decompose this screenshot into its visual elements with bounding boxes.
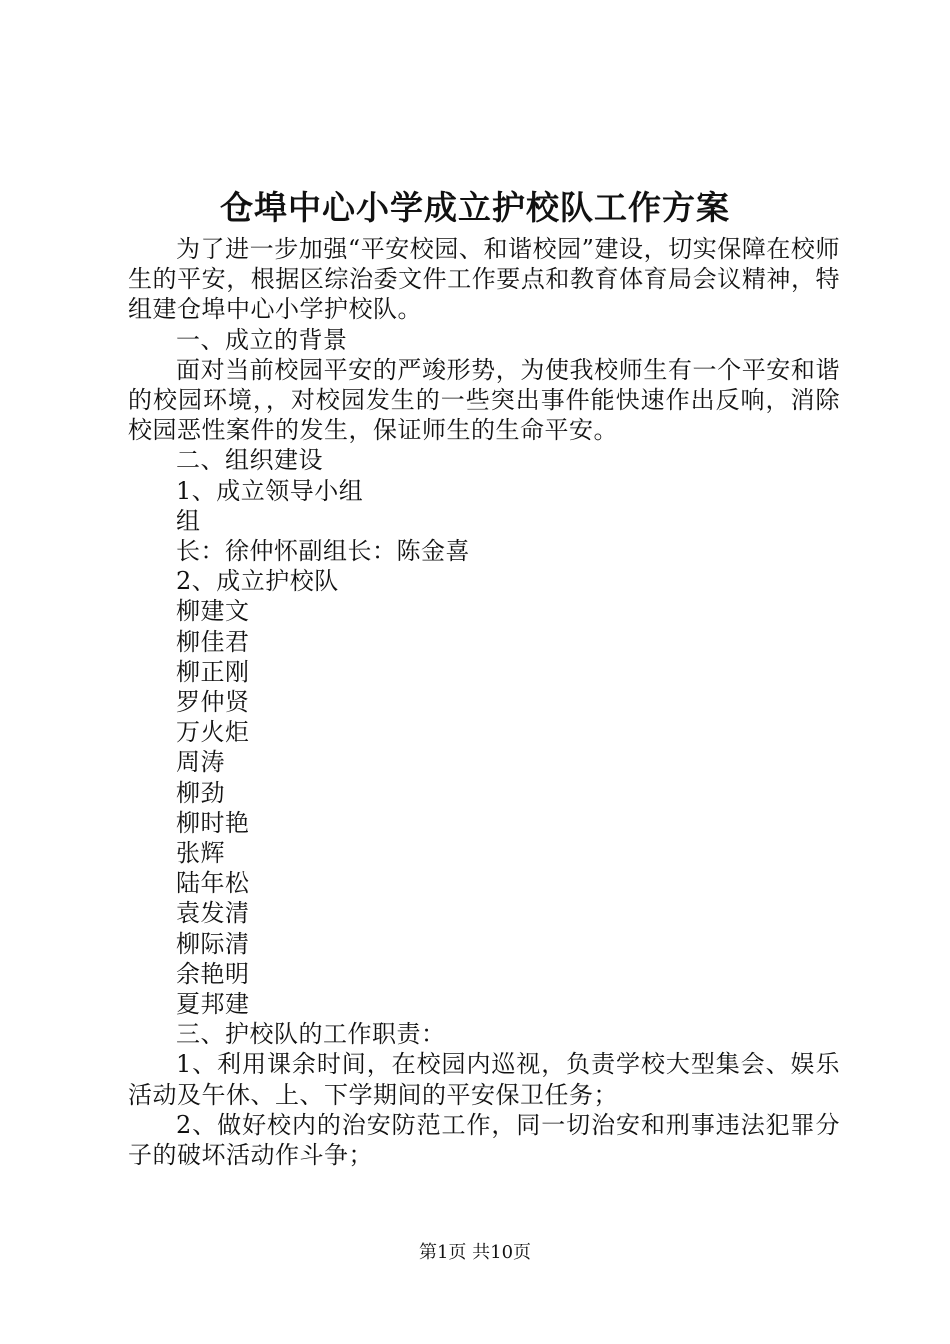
section1-paragraph: 面对当前校园平安的严竣形势，为使我校师生有一个平安和谐的校园环境，，对校园发生的一些突出事件能快速作出反响，消除校园恶性案件的发生，保证师生的生命平安。 <box>128 355 840 445</box>
member-name: 袁发清 <box>176 899 250 928</box>
leader-line-1: 组 <box>176 506 201 535</box>
member-name: 余艳明 <box>176 959 250 988</box>
leadership-group-heading: 1、成立领导小组 <box>176 476 364 505</box>
patrol-team-heading: 2、成立护校队 <box>176 567 339 596</box>
document-body <box>128 234 840 1170</box>
intro-paragraph: 为了进一步加强“平安校园、和谐校园”建设，切实保障在校师生的平安，根据区综治委文件工作要点和教育体育局会议精神，特组建仓埠中心小学护校队。 <box>128 235 840 324</box>
duty-item-1: 1、利用课余时间，在校园内巡视，负责学校大型集会、娱乐活动及午休、上、下学期间的平安保卫任务； <box>128 1050 840 1109</box>
page-footer: 第1页 共10页 <box>418 1242 532 1263</box>
document-title: 仓埠中心小学成立护校队工作方案 <box>220 188 730 227</box>
member-name: 柳际清 <box>176 929 250 958</box>
member-name: 陆年松 <box>176 869 250 898</box>
member-name: 柳建文 <box>176 597 250 626</box>
member-name: 罗仲贤 <box>176 688 250 717</box>
member-name: 柳劲 <box>176 778 225 807</box>
section1-heading: 一、成立的背景 <box>176 325 348 354</box>
duty-item-2: 2、做好校内的治安防范工作，同一切治安和刑事违法犯罪分子的破坏活动作斗争； <box>128 1110 840 1170</box>
member-name: 张辉 <box>176 839 225 868</box>
member-name: 柳佳君 <box>176 627 250 656</box>
member-name: 柳正刚 <box>176 657 250 686</box>
section3-heading: 三、护校队的工作职责： <box>176 1020 446 1049</box>
member-name: 万火炬 <box>176 718 250 747</box>
section2-heading: 二、组织建设 <box>176 446 323 475</box>
member-name: 周涛 <box>176 748 225 777</box>
member-name: 柳时艳 <box>176 808 250 837</box>
leader-line-2: 长：徐仲怀副组长：陈金喜 <box>176 537 470 566</box>
member-name: 夏邦建 <box>176 990 250 1019</box>
